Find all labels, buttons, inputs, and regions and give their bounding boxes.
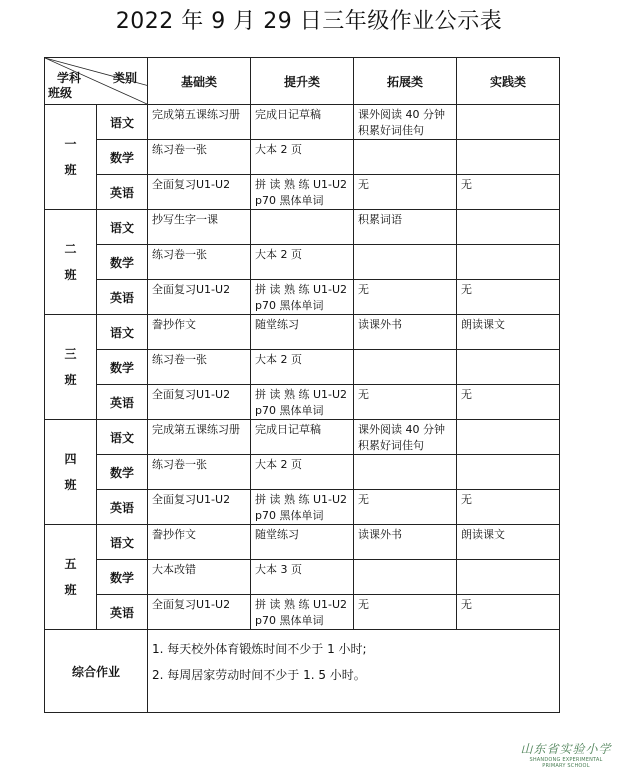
class-name-cell: 三 班 [45, 315, 97, 420]
homework-cell: 无 [457, 175, 560, 210]
table-row [45, 385, 560, 420]
table-row [45, 210, 560, 245]
homework-cell: 全面复习U1-U2 [148, 490, 251, 525]
homework-cell: 练习卷一张 [148, 245, 251, 280]
homework-cell [354, 560, 457, 595]
table-row [45, 350, 560, 385]
subject-cell: 英语 [97, 595, 148, 630]
homework-table [44, 57, 560, 713]
homework-cell: 完成日记草稿 [251, 420, 354, 455]
homework-cell: 拼 读 熟 练 U1-U2 p70 黑体单词 [251, 595, 354, 630]
homework-cell [354, 455, 457, 490]
subject-cell: 数学 [97, 350, 148, 385]
summary-row [45, 630, 560, 713]
subject-cell: 英语 [97, 175, 148, 210]
table-row [45, 315, 560, 350]
homework-cell [354, 140, 457, 175]
homework-cell: 拼 读 熟 练 U1-U2 p70 黑体单词 [251, 175, 354, 210]
table-row [45, 560, 560, 595]
homework-cell [457, 210, 560, 245]
class-name-cell: 五 班 [45, 525, 97, 630]
homework-cell [457, 560, 560, 595]
homework-cell: 无 [354, 175, 457, 210]
homework-cell: 无 [457, 490, 560, 525]
homework-cell [354, 350, 457, 385]
homework-cell: 随堂练习 [251, 315, 354, 350]
table-row [45, 280, 560, 315]
category-label: 类别 [112, 71, 137, 85]
homework-cell: 全面复习U1-U2 [148, 385, 251, 420]
column-header: 实践类 [457, 58, 560, 105]
table-row [45, 105, 560, 140]
homework-cell: 练习卷一张 [148, 455, 251, 490]
homework-cell: 无 [457, 595, 560, 630]
summary-content [148, 630, 560, 713]
homework-cell [457, 455, 560, 490]
class-label: 班级 [48, 86, 73, 100]
subject-cell: 语文 [97, 420, 148, 455]
homework-cell: 练习卷一张 [148, 140, 251, 175]
logo-en: SHANDONG EXPERIMENTAL PRIMARY SCHOOL [529, 757, 603, 769]
homework-cell: 无 [354, 490, 457, 525]
homework-cell: 全面复习U1-U2 [148, 280, 251, 315]
homework-cell: 无 [354, 280, 457, 315]
homework-cell [354, 245, 457, 280]
homework-cell: 拼 读 熟 练 U1-U2 p70 黑体单词 [251, 280, 354, 315]
homework-cell [251, 210, 354, 245]
subject-cell: 数学 [97, 560, 148, 595]
table-row [45, 595, 560, 630]
homework-cell: 誊抄作文 [148, 525, 251, 560]
homework-cell: 大本改错 [148, 560, 251, 595]
homework-cell: 全面复习U1-U2 [148, 595, 251, 630]
homework-cell: 拼 读 熟 练 U1-U2 p70 黑体单词 [251, 490, 354, 525]
subject-cell: 数学 [97, 245, 148, 280]
homework-cell: 无 [354, 595, 457, 630]
homework-cell: 无 [457, 280, 560, 315]
school-logo [520, 740, 612, 769]
subject-cell: 语文 [97, 525, 148, 560]
column-header: 基础类 [148, 58, 251, 105]
subject-cell: 语文 [97, 315, 148, 350]
subject-cell: 英语 [97, 490, 148, 525]
homework-cell [457, 105, 560, 140]
homework-cell: 课外阅读 40 分钟积累好词佳句 [354, 105, 457, 140]
table-row [45, 525, 560, 560]
subject-cell: 英语 [97, 280, 148, 315]
table-row [45, 245, 560, 280]
homework-cell: 誊抄作文 [148, 315, 251, 350]
homework-cell: 练习卷一张 [148, 350, 251, 385]
homework-cell: 无 [457, 385, 560, 420]
class-name-cell: 一 班 [45, 105, 97, 210]
homework-cell: 读课外书 [354, 315, 457, 350]
table-row [45, 455, 560, 490]
homework-cell [457, 245, 560, 280]
homework-cell: 完成第五课练习册 [148, 105, 251, 140]
homework-cell: 朗读课文 [457, 525, 560, 560]
column-header: 提升类 [251, 58, 354, 105]
table-row [45, 175, 560, 210]
homework-cell: 完成日记草稿 [251, 105, 354, 140]
homework-cell: 无 [354, 385, 457, 420]
homework-cell: 完成第五课练习册 [148, 420, 251, 455]
subject-cell: 数学 [97, 140, 148, 175]
homework-cell: 积累词语 [354, 210, 457, 245]
homework-cell: 拼 读 熟 练 U1-U2 p70 黑体单词 [251, 385, 354, 420]
subject-cell: 英语 [97, 385, 148, 420]
homework-cell: 全面复习U1-U2 [148, 175, 251, 210]
column-header: 拓展类 [354, 58, 457, 105]
homework-cell: 大本 3 页 [251, 560, 354, 595]
homework-cell: 大本 2 页 [251, 350, 354, 385]
table-row [45, 140, 560, 175]
summary-item: 1. 每天校外体育锻炼时间不少于 1 小时; [152, 642, 367, 656]
subject-cell: 语文 [97, 105, 148, 140]
diagonal-header-cell [45, 58, 148, 105]
homework-cell: 读课外书 [354, 525, 457, 560]
homework-cell: 大本 2 页 [251, 455, 354, 490]
homework-cell [457, 140, 560, 175]
homework-cell: 大本 2 页 [251, 245, 354, 280]
homework-cell [457, 350, 560, 385]
subject-cell: 数学 [97, 455, 148, 490]
subject-cell: 语文 [97, 210, 148, 245]
homework-cell: 抄写生字一课 [148, 210, 251, 245]
homework-cell: 朗读课文 [457, 315, 560, 350]
homework-cell [457, 420, 560, 455]
logo-cn: 山东省实验小学 [520, 742, 612, 756]
class-name-cell: 二 班 [45, 210, 97, 315]
homework-cell: 大本 2 页 [251, 140, 354, 175]
summary-item: 2. 每周居家劳动时间不少于 1. 5 小时。 [152, 668, 366, 682]
header-row [45, 58, 560, 105]
page-title: 2022 年 9 月 29 日三年级作业公示表 [115, 9, 503, 34]
homework-cell: 课外阅读 40 分钟积累好词佳句 [354, 420, 457, 455]
summary-label: 综合作业 [45, 630, 148, 713]
table-row [45, 420, 560, 455]
table-row [45, 490, 560, 525]
homework-cell: 随堂练习 [251, 525, 354, 560]
subject-label: 学科 [57, 71, 82, 85]
class-name-cell: 四 班 [45, 420, 97, 525]
